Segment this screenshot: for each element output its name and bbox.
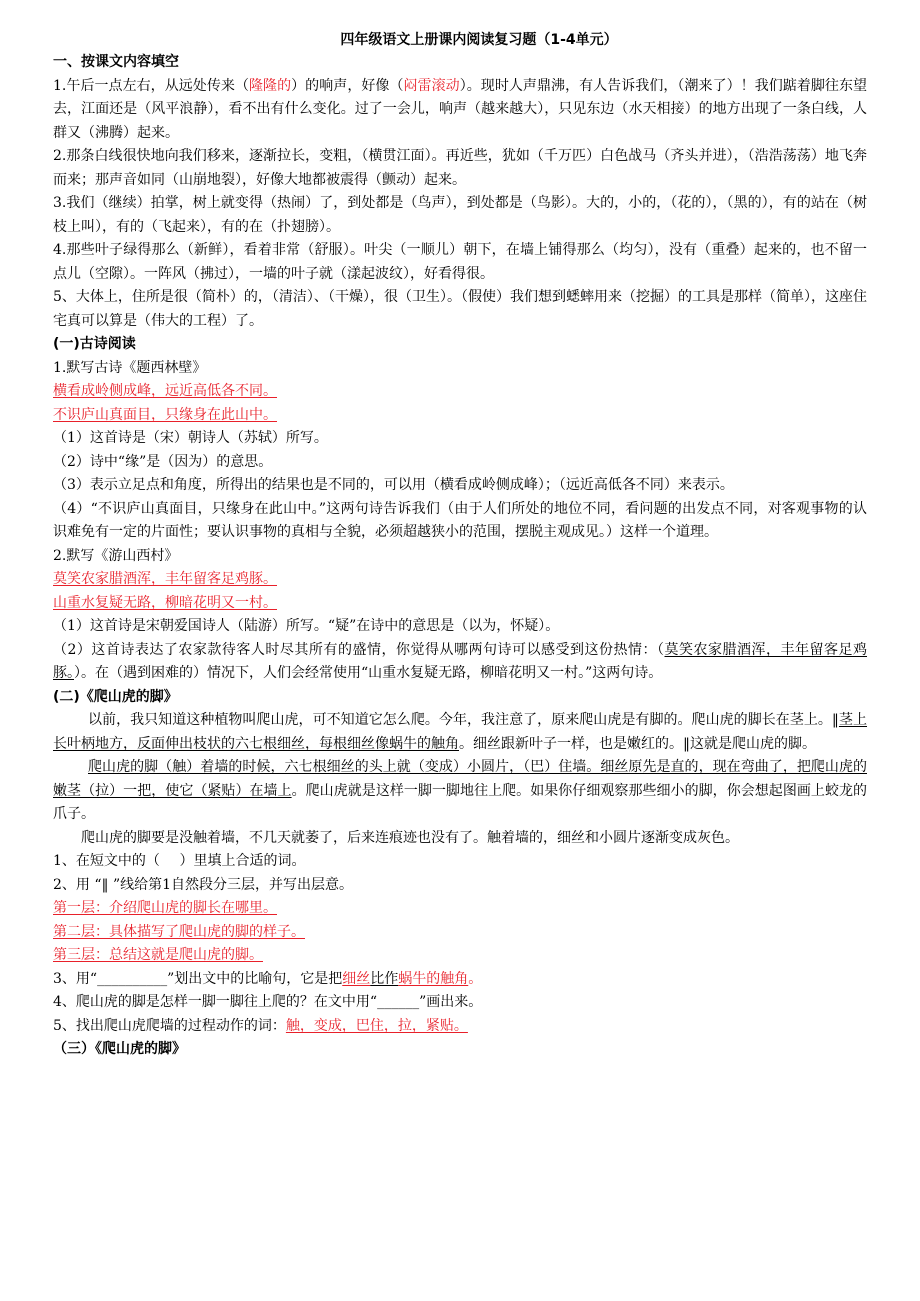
answer-text: 闷雷滚动	[403, 77, 460, 94]
fill-item-5: 5、大体上，住所是很（简朴）的，（清洁）、（干燥），很（卫生）。（假使）我们想到蟋蟀用来（挖掘）的工具是那样（简单），这座住宅真可以算是（伟大的工程）了。	[53, 289, 867, 329]
reading-paragraph-1: 以前，我只知道这种植物叫爬山虎，可不知道它怎么爬。今年，我注意了，原来爬山虎是有脚的。爬山虎的脚长在茎上。‖茎上长叶柄地方，反面伸出枝状的六七根细丝，每根细丝像蜗牛的触角。细丝跟新叶子一样，也是嫩红的。‖这就是爬山虎的脚。	[53, 712, 868, 752]
reading-question-3: 3、用“__________”划出文中的比喻句，它是把细丝比作蜗牛的触角。	[53, 970, 483, 987]
section-reading-heading-2: （三）《爬山虎的脚》	[53, 1041, 186, 1057]
layer-answer-2: 第二层：具体描写了爬山虎的脚的样子。	[53, 923, 305, 940]
poem-line: 不识庐山真面目，只缘身在此山中。	[53, 406, 277, 423]
poem-line: 莫笑农家腊酒浑，丰年留客足鸡豚。	[53, 571, 277, 587]
fill-item-2: 2.那条白线很快地向我们移来，逐渐拉长，变粗，（横贯江面）。再近些，犹如（千万匹）白色战马（齐头并进），（浩浩荡荡）地飞奔而来；那声音如同（山崩地裂），好像大地都被震得（颤动）起来。	[53, 148, 867, 188]
answer-text: 蜗牛的触角	[398, 970, 469, 987]
answer-text: 触，变成，巴住，拉，紧贴。	[285, 1017, 468, 1034]
poem-question-2: 2.默写《游山西村》	[53, 547, 179, 564]
underlined-sentence: 爬山虎的脚（触）着墙的时候，六七根细丝的头上就（变成）小圆片，（巴）住墙。细丝原先是直的，现在弯曲了，把爬山虎的嫩茎（拉）一把，使它（紧贴）在墙上	[53, 759, 867, 799]
reading-question-2: 2、用 “‖ ”线给第1自然段分三层，并写出层意。	[53, 876, 354, 893]
poem-line: 山重水复疑无路，柳暗花明又一村。	[53, 594, 277, 611]
answer-blank: __________	[97, 970, 168, 987]
fill-item-4: 4.那些叶子绿得那么（新鲜），看着非常（舒服）。叶尖（一顺儿）朝下，在墙上铺得那么（均匀），没有（重叠）起来的，也不留一点儿（空隙）。一阵风（拂过），一墙的叶子就（漾起波纹），好看得很。	[53, 242, 867, 282]
reading-question-4: 4、爬山虎的脚是怎样一脚一脚往上爬的？在文中用“______”画出来。	[53, 994, 483, 1010]
poem-answer: （1）这首诗是宋朝爱国诗人（陆游）所写。“疑”在诗中的意思是（以为，怀疑）。	[53, 618, 560, 634]
underlined-answer: 莫笑农家腊酒浑，丰年留客足鸡豚。	[53, 641, 868, 681]
fill-item-1: 1.午后一点左右，从远处传来（隆隆的）的响声，好像（闷雷滚动）。现时人声鼎沸，有人告诉我们，（潮来了）！我们踮着脚往东望去，江面还是（风平浪静），看不出有什么变化。过了一会儿，响声（越来越大），只见东边（水天相接）的地方出现了一条白线，人群又（沸腾）起来。	[53, 77, 868, 141]
layer-answer-3: 第三层：总结这就是爬山虎的脚。	[53, 947, 263, 963]
poem-line: 横看成岭侧成峰，远近高低各不同。	[53, 383, 277, 399]
section-poem-heading: (一)古诗阅读	[53, 336, 136, 352]
answer-blank: ______	[377, 994, 420, 1010]
poem-answer: （1）这首诗是（宋）朝诗人（苏轼）所写。	[53, 430, 328, 446]
fill-item-3: 3.我们（继续）拍掌，树上就变得（热闹）了，到处都是（鸟声），到处都是（鸟影）。大的，小的，（花的），（黑的），有的站在（树枝上叫），有的（飞起来），有的在（扑翅膀）。	[53, 195, 867, 235]
section-reading-heading: (二)《爬山虎的脚》	[53, 688, 178, 705]
layer-answer-1: 第一层：介绍爬山虎的脚长在哪里。	[53, 900, 277, 916]
underlined-sentence: 茎上长叶柄地方，反面伸出枝状的六七根细丝，每根细丝像蜗牛的触角	[53, 712, 868, 752]
page-title: 四年级语文上册课内阅读复习题（1-4单元）	[340, 32, 618, 48]
reading-paragraph-3: 爬山虎的脚要是没触着墙，不几天就萎了，后来连痕迹也没有了。触着墙的，细丝和小圆片逐渐变成灰色。	[81, 829, 739, 846]
answer-text: 隆隆的	[249, 77, 292, 94]
poem-question-1: 1.默写古诗《题西林壁》	[53, 359, 207, 376]
section-fill-heading: 一、按课文内容填空	[53, 54, 179, 70]
reading-paragraph-2: 爬山虎的脚（触）着墙的时候，六七根细丝的头上就（变成）小圆片，（巴）住墙。细丝原先是直的，现在弯曲了，把爬山虎的嫩茎（拉）一把，使它（紧贴）在墙上。爬山虎就是这样一脚一脚地往上爬。如果你仔细观察那些细小的脚，你会想起图画上蛟龙的爪子。	[53, 759, 868, 822]
poem-answer: （2）这首诗表达了农家款待客人时尽其所有的盛情，你觉得从哪两句诗可以感受到这份热情：（莫笑农家腊酒浑，丰年留客足鸡豚。）。在（遇到困难的）情况下，人们会经常使用“山重水复疑无路，柳暗花明又一村。”这两句诗。	[53, 641, 868, 681]
poem-answer: （3）表示立足点和角度，所得出的结果也是不同的，可以用（横看成岭侧成峰）；（远近高低各不同）来表示。	[53, 477, 734, 493]
poem-answer: （4）“不识庐山真面目，只缘身在此山中。”这两句诗告诉我们（由于人们所处的地位不同，看问题的出发点不同，对客观事物的认识难免有一定的片面性；要认识事物的真相与全貌，必须超越狭小的范围，摆脱主观成见。）这样一个道理。	[53, 500, 867, 540]
reading-question-5: 5、找出爬山虎爬墙的过程动作的词：触，变成，巴住，拉，紧贴。	[53, 1017, 468, 1034]
poem-answer: （2）诗中“缘”是（因为）的意思。	[53, 453, 273, 470]
answer-text: 细丝	[342, 970, 371, 987]
reading-question-1: 1、在短文中的（ ）里填上合适的词。	[53, 853, 306, 869]
